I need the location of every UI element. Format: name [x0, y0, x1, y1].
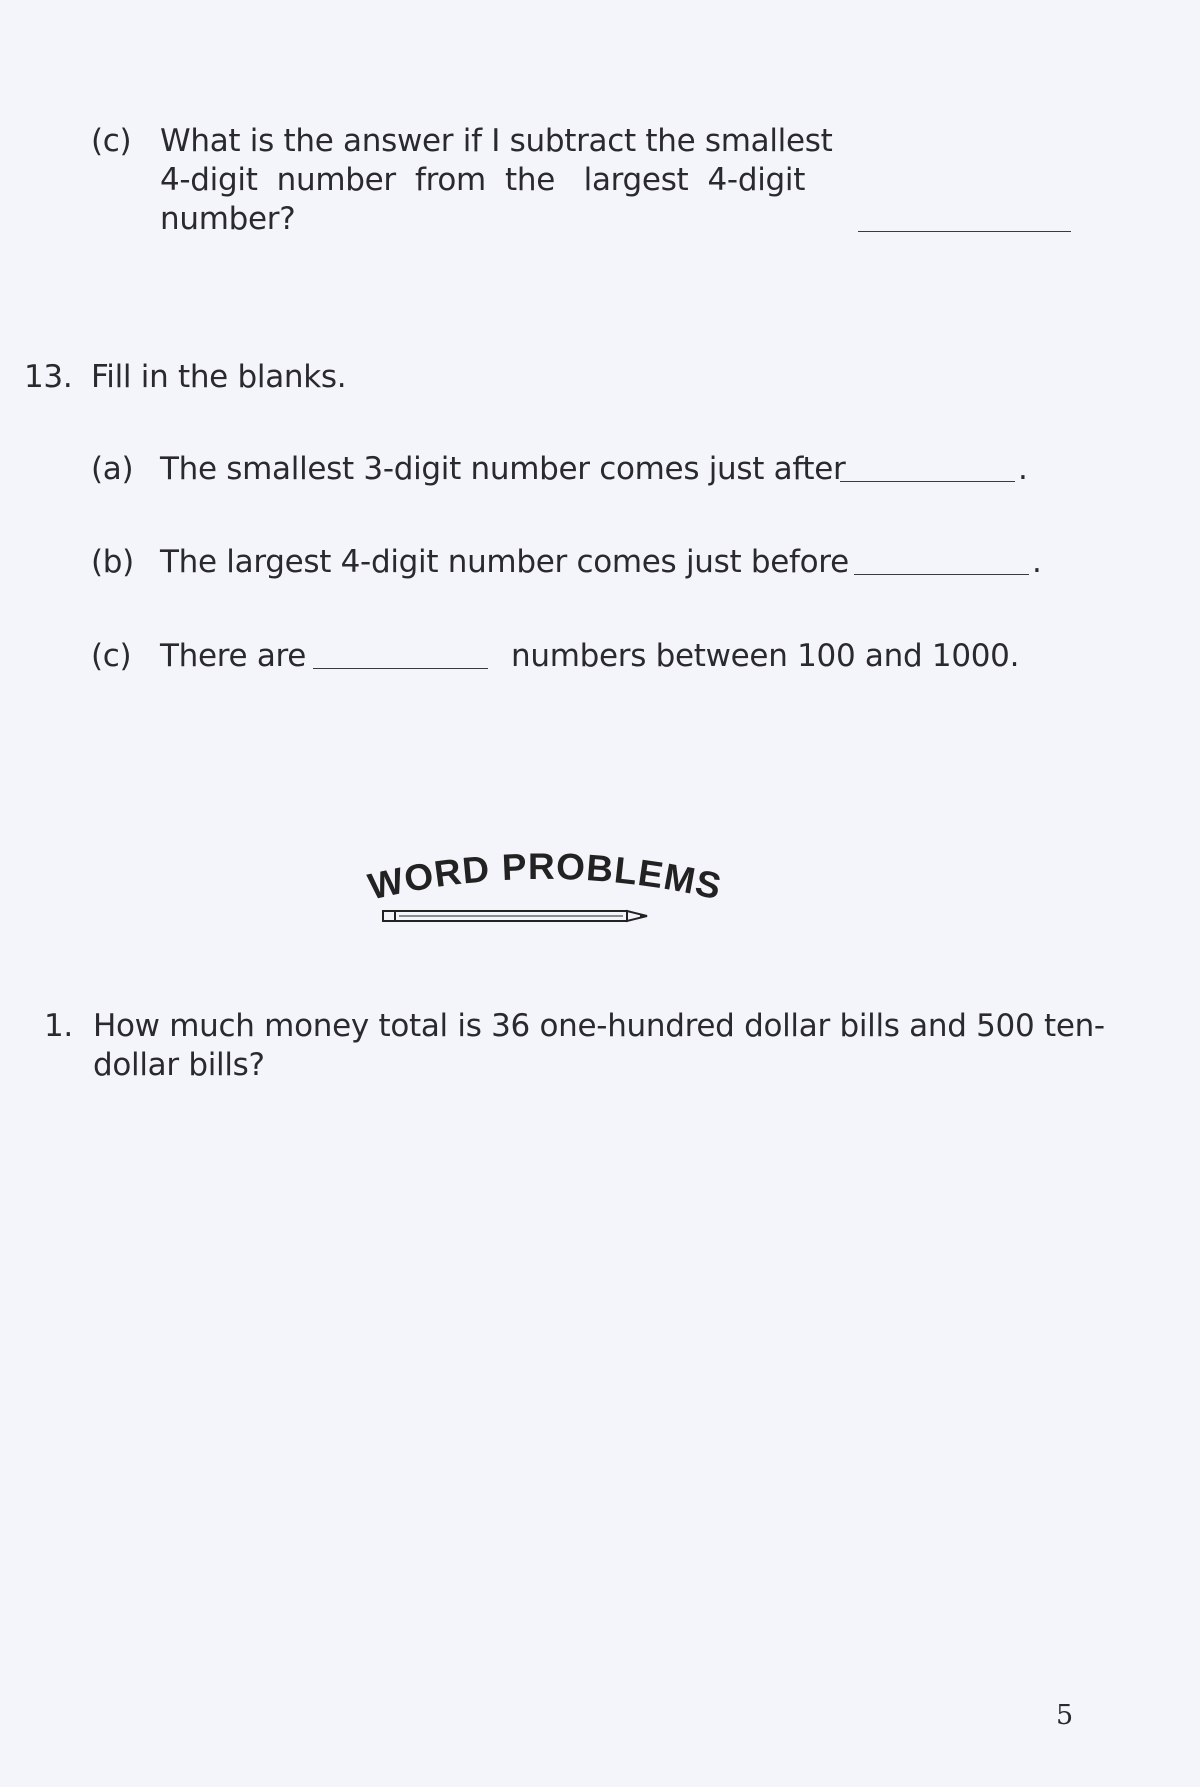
q12c-line-2: 4-digit number from the largest 4-digit — [160, 162, 806, 198]
pencil-icon — [383, 911, 647, 921]
word-problems-banner — [335, 830, 755, 940]
q13c-label: (c) — [91, 638, 132, 674]
q13b-label: (b) — [91, 544, 134, 580]
q13a-label: (a) — [91, 451, 134, 487]
q13a-period: . — [1018, 451, 1028, 487]
q13c-answer-blank[interactable] — [313, 668, 488, 669]
q13b-period: . — [1032, 544, 1042, 580]
q13-instruction: Fill in the blanks. — [91, 359, 347, 395]
q12c-label: (c) — [91, 123, 132, 159]
word-problems-title: WORD PROBLEMS — [364, 845, 726, 908]
word-problem-1-line-1: How much money total is 36 one-hundred dollar bills and 500 ten- — [93, 1008, 1105, 1044]
word-problem-1-line-2: dollar bills? — [93, 1047, 265, 1083]
q13c-text-after: numbers between 100 and 1000. — [511, 638, 1020, 674]
q13b-text: The largest 4-digit number comes just before — [160, 544, 849, 580]
q13b-answer-blank[interactable] — [854, 574, 1029, 575]
q12c-line-3: number? — [160, 201, 296, 237]
q13-number: 13. — [24, 359, 73, 395]
q13a-text: The smallest 3-digit number comes just after — [160, 451, 846, 487]
word-problems-heading — [335, 830, 755, 940]
q13a-answer-blank[interactable] — [840, 481, 1015, 482]
word-problem-1-number: 1. — [44, 1008, 73, 1044]
q12c-line-1: What is the answer if I subtract the smallest — [160, 123, 833, 159]
page-number: 5 — [1056, 1700, 1074, 1731]
q12c-answer-blank[interactable] — [858, 231, 1071, 232]
q13c-text-before: There are — [160, 638, 307, 674]
